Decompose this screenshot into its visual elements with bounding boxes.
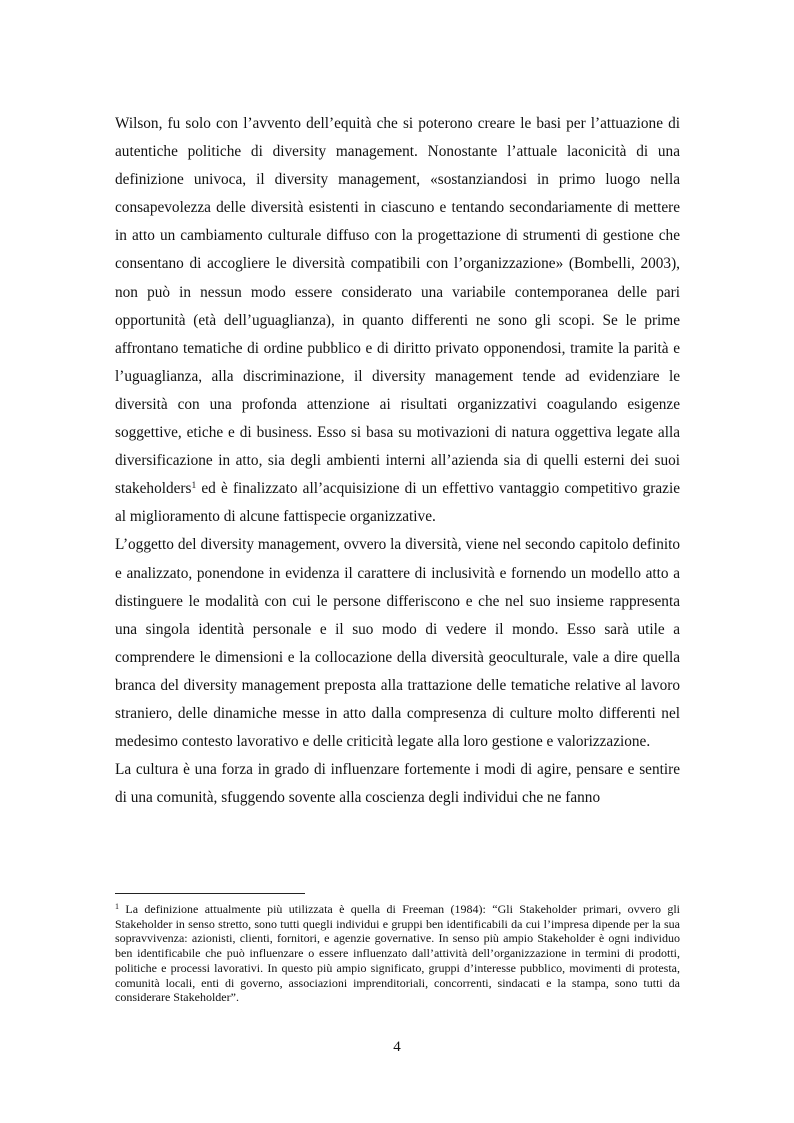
footnote: [115, 902, 680, 1005]
paragraph-1-text: Wilson, fu solo con l’avvento dell’equità che si poterono creare le basi per l’attuazione di autentiche politiche di diversity management. Nonostante l’attuale laconicità di una definizione univoca, il diversity management, «sostanziandosi in primo luogo nella consapevolezza delle diversità esistenti in ciascuno e tentando secondariamente di mettere in atto un cambiamento culturale diffuso con la progettazione di strumenti di gestione che consentano di accogliere le diversità compatibili con l’organizzazione» (Bombelli, 2003), non può in nessun modo essere considerato una variabile contemporanea delle pari opportunità (età dell’uguaglianza), in quanto differenti ne sono gli scopi. Se le prime affrontano tematiche di ordine pubblico e di diritto privato opponendosi, tramite la parità e l’uguaglianza, alla discriminazione, il diversity management tende ad evidenziare le diversità con una profonda attenzione ai risultati organizzativi coagulando esigenze soggettive, etiche e di business. Esso si basa su motivazioni di natura oggettiva legate alla diversificazione in atto, sia degli ambienti interni all’azienda sia di quelli esterni dei suoi stakeholders: [115, 115, 680, 498]
main-body-text: [115, 110, 680, 812]
paragraph-2: L’oggetto del diversity management, ovvero la diversità, viene nel secondo capitolo definito e analizzato, ponendone in evidenza il carattere di inclusività e fornendo un modello atto a distinguere le modalità con cui le persone differiscono e che nel suo insieme rappresenta una singola identità personale e il suo modo di vedere il mondo. Esso sarà utile a comprendere le dimensioni e la collocazione della diversità geoculturale, vale a dire quella branca del diversity management preposta alla trattazione delle tematiche relative al lavoro straniero, delle dinamiche messe in atto dalla compresenza di culture molto differenti nel medesimo contesto lavorativo e delle criticità legate alla loro gestione e valorizzazione.: [115, 536, 680, 751]
footnote-reference: 1: [191, 481, 197, 491]
footnote-text: La definizione attualmente più utilizzata è quella di Freeman (1984): “Gli Stakeholder primari, ovvero gli Stakeholder in senso stretto, sono tutti quegli individui e gruppi ben identificabili da cui l’impresa dipende per la sua sopravvivenza: azionisti, clienti, fornitori, e agenzie governative. In senso più ampio Stakeholder è ogni individuo ben identificabile che può influenzare o essere influenzato dall’attività dell’organizzazione in termini di prodotti, politiche e processi lavorativi. In questo più ampio significato, gruppi d’interesse pubblico, movimenti di protesta, comunità locali, enti di governo, associazioni imprenditoriali, concorrenti, sindacati e la stampa, sono tutti da considerare Stakeholder”.: [115, 902, 680, 1005]
footnote-marker: 1: [115, 902, 119, 911]
footnote-separator: [115, 893, 305, 894]
paragraph-3: La cultura è una forza in grado di influenzare fortemente i modi di agire, pensare e sentire di una comunità, sfuggendo sovente alla coscienza degli individui che ne fanno: [115, 761, 680, 807]
page-number: 4: [393, 1039, 401, 1055]
paragraph-1-tail: ed è finalizzato all’acquisizione di un effettivo vantaggio competitivo grazie al miglioramento di alcune fattispecie organizzative.: [115, 480, 680, 526]
paragraph-1: [115, 110, 680, 531]
